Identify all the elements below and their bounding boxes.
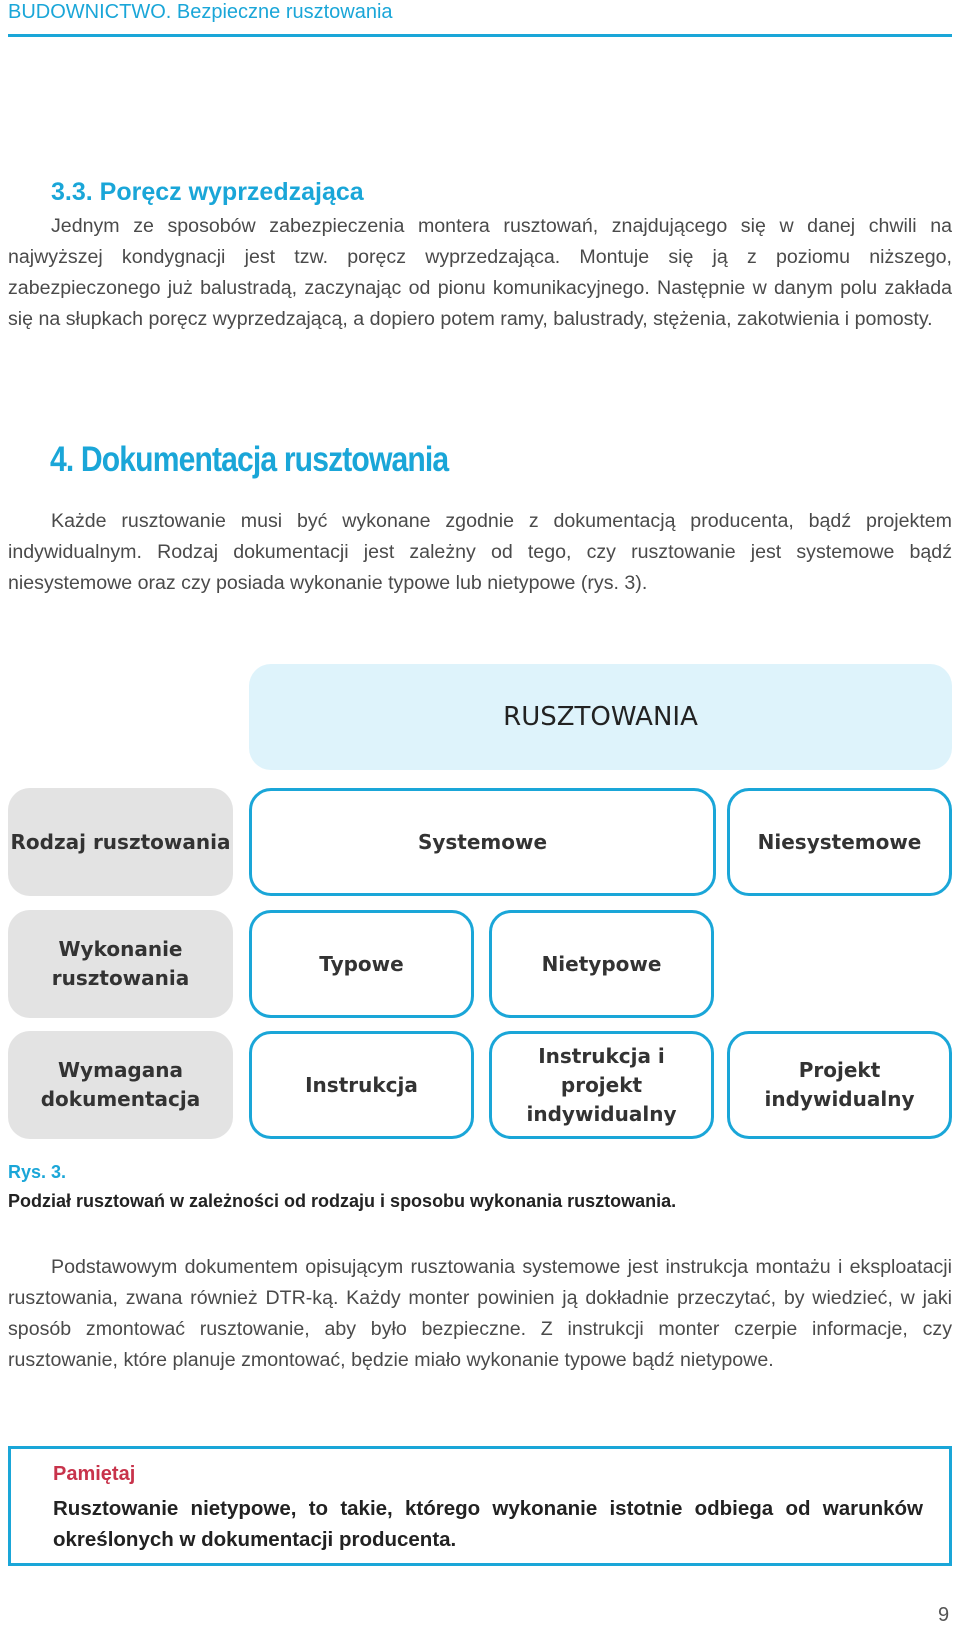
page-number: 9 — [938, 1604, 950, 1626]
scaffolding-classification-diagram — [0, 660, 960, 1140]
figure-number: Rys. 3. — [8, 1162, 67, 1182]
figure-caption: Podział rusztowań w zależności od rodzaju i sposobu wykonania rusztowania. — [8, 1191, 677, 1211]
row-label-rodzaj: Rodzaj rusztowania — [8, 788, 233, 896]
chapter-4-paragraph: Każde rusztowanie musi być wykonane zgodnie z dokumentacją producenta, bądź projektem indywidualnym. Rodzaj dokumentacji jest zależny od tego, czy rusztowanie jest systemowe bądź niesystemowe oraz czy posiada wykonanie typowe lub nietypowe (rys. 3). — [8, 510, 952, 594]
row-label-dokumentacja: Wymagana dokumentacja — [8, 1031, 233, 1139]
chapter-title-4: 4. Dokumentacja rusztowania — [50, 440, 449, 479]
section-3-3-paragraph: Jednym ze sposobów zabezpieczenia montera rusztowań, znajdującego się w danej chwili na najwyższej kondygnacji jest tzw. poręcz wyprzedzająca. Montuje się ją z poziomu niższego, zabezpieczonego już balustradą, zaczynając od pionu komunikacyjnego. Następnie w danym polu zakłada się na słupkach poręcz wyprzedzającą, a dopiero potem ramy, balustrady, stężenia, zakotwienia i pomosty. — [8, 215, 952, 330]
cell-typowe: Typowe — [249, 910, 474, 1018]
running-header — [8, 0, 952, 37]
cell-instrukcja: Instrukcja — [249, 1031, 474, 1139]
reminder-text: Rusztowanie nietypowe, to takie, którego wykonanie istotnie odbiega od warunków określonych w dokumentacji producenta. — [53, 1497, 923, 1551]
body-paragraph: Podstawowym dokumentem opisującym rusztowania systemowe jest instrukcja montażu i eksploatacji rusztowania, zwana również DTR-ką. Każdy monter powinien ją dokładnie przeczytać, by wiedzieć, w jaki sposób zmontować rusztowanie, aby było bezpieczne. Z instrukcji monter czerpie informacje, czy rusztowanie, które planuje zmontować, będzie miało wykonanie typowe bądź nietypowe. — [8, 1256, 952, 1371]
cell-instrukcja-i-projekt: Instrukcja i projekt indywidualny — [489, 1031, 714, 1139]
reminder-heading: Pamiętaj — [53, 1463, 136, 1485]
reminder-box — [8, 1446, 952, 1566]
row-label-wykonanie: Wykonanie rusztowania — [8, 910, 233, 1018]
cell-systemowe: Systemowe — [249, 788, 716, 896]
section-title-3-3: 3.3. Poręcz wyprzedzająca — [51, 178, 364, 206]
cell-projekt-indywidualny: Projekt indywidualny — [727, 1031, 952, 1139]
cell-nietypowe: Nietypowe — [489, 910, 714, 1018]
diagram-top-box: RUSZTOWANIA — [249, 664, 952, 770]
running-header-title: BUDOWNICTWO. Bezpieczne rusztowania — [8, 1, 393, 23]
cell-niesystemowe: Niesystemowe — [727, 788, 952, 896]
